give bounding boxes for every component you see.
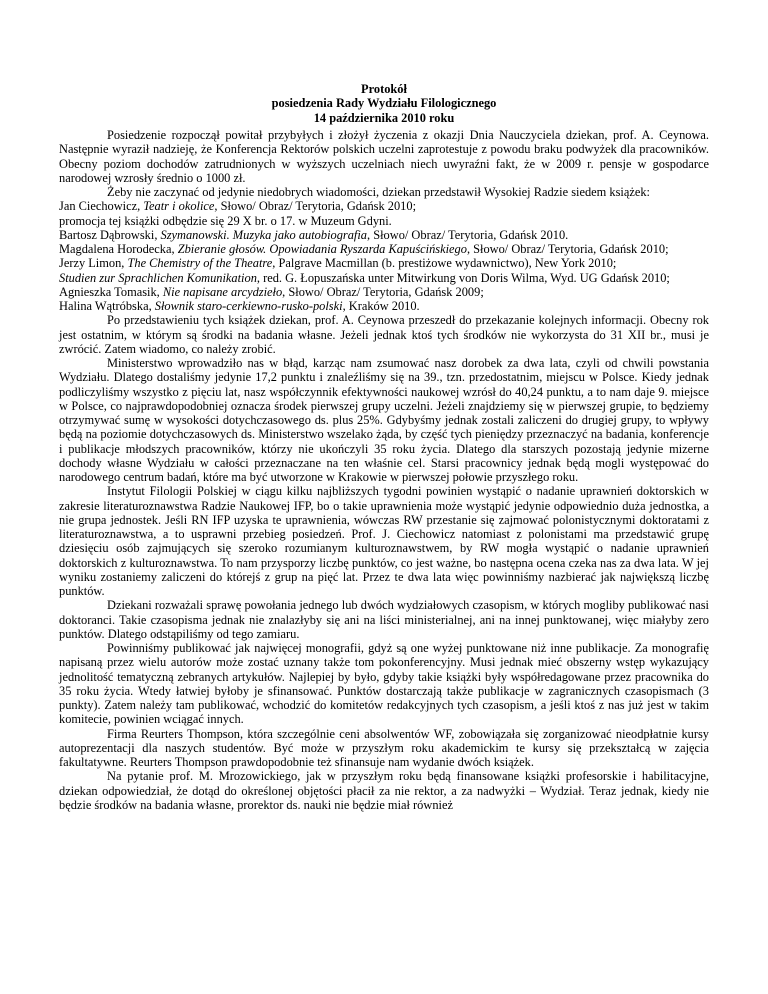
book-entry: Studien zur Sprachlichen Komunikation, red. G. Łopuszańska unter Mitwirkung von Doris Wilma, Wyd. UG Gdańsk 2010;	[59, 270, 670, 285]
book-entry: Agnieszka Tomasik, Nie napisane arcydzieło, Słowo/ Obraz/ Terytoria, Gdańsk 2009;	[59, 284, 484, 299]
book-entry: Magdalena Horodecka, Zbieranie głosów. Opowiadania Ryszarda Kapuścińskiego, Słowo/ Obraz/ Terytoria, Gdańsk 2010;	[59, 242, 669, 256]
book-entry: promocja tej książki odbędzie się 29 X br. o 17. w Muzeum Gdyni.	[59, 213, 392, 228]
paragraph: Powinniśmy publikować jak najwięcej monografii, gdyż są one wyżej punktowane niż inne publikacje. Za monografię napisaną przez wielu autorów może zostać uznany także tom pokonferencyjny. Musi jednak mieć obszerny wstęp wykazujący jednolitość tematyczną zebranych artykułów. Najlepiej by było, gdyby takie książki były współredagowane przez pracownika do 35 roku życia. Wtedy łatwiej byłoby je sfinansować. Punktów dostarczają także publikacje w zagranicznych czasopismach (3 punkty). Zatem należy tam publikować, wchodzić do komitetów redakcyjnych tych czasopism, a jeśli ktoś z nas już jest w takim komitecie, powinien wciągać innych.	[59, 641, 709, 727]
paragraph: Po przedstawieniu tych książek dziekan, prof. A. Ceynowa przeszedł do przekazanie kolejnych informacji. Obecny rok jest ostatnim, w którym są środki na badania własne. Jeżeli jednak ktoś tych środków nie wykorzysta do 31 XII br., musi je zwrócić. Zatem wiadomo, co należy zrobić.	[59, 313, 709, 356]
book-entry: Jan Ciechowicz, Teatr i okolice, Słowo/ Obraz/ Terytoria, Gdańsk 2010;	[59, 199, 417, 214]
document-title: Protokół	[361, 82, 407, 96]
paragraph: Firma Reurters Thompson, która szczególnie ceni absolwentów WF, zobowiązała się zorganizować nieodpłatnie kursy autoprezentacji dla naszych studentów. Być może w przyszłym roku akademickim te kursy się przekształcą w zajęcia fakultatywne. Reurters Thompson prawdopodobnie też sfinansuje nam wydanie dwóch książek.	[59, 726, 709, 769]
paragraph-opening: Posiedzenie rozpoczął powitał przybyłych i złożył życzenia z okazji Dnia Nauczyciela dziekan, prof. A. Ceynowa. Następnie wyraził nadzieję, że Konferencja Rektorów polskich uczelni zaprotestuje z powodu braku podwyżek dla pracowników. Obecny poziom dochodów zatrudnionych w wyższych uczelniach niech uwyraźni fakt, że w 2009 r. pensje w gospodarce narodowej wzrosły średnio o 1000 zł.	[59, 128, 709, 185]
document-date: 14 października 2010 roku	[313, 110, 455, 125]
book-entry: Jerzy Limon, The Chemistry of the Theatre, Palgrave Macmillan (b. prestiżowe wydawnictwo), New York 2010;	[59, 256, 617, 271]
document-subtitle: posiedzenia Rady Wydziału Filologicznego	[271, 96, 497, 111]
paragraph: Na pytanie prof. M. Mrozowickiego, jak w przyszłym roku będą finansowane książki profesorskie i habilitacyjne, dziekan odpowiedział, że dotąd do określonej objętości płacił za nie rektor, a za nadwyżki – Wydział. Teraz jednak, kiedy nie będzie środków na badania własne, prorektor ds. nauki nie będzie miał również	[59, 769, 709, 812]
book-list	[59, 199, 709, 313]
document-body	[59, 128, 709, 812]
paragraph: Ministerstwo wprowadziło nas w błąd, karząc nam zsumować nasz dorobek za dwa lata, czyli od chwili powstania Wydziału. Dlatego dostaliśmy jedynie 17,2 punktu i znaleźliśmy się na 39., tzn. przedostatnim, miejscu w Polsce. Kiedy jednak podliczyliśmy wszystko z pięciu lat, nasz współczynnik efektywności naukowej wzrósł do 40,24 punktu, a to nam daje 9. miejsce w Polsce, co najprawdopodobniej oznacza środek pierwszej grupy uczelni. Jeżeli znajdziemy się w pierwszej grupie, to będziemy otrzymywać sumę w wysokości dotychczasowego ds. plus 25%. Gdybyśmy jednak zostali zaliczeni do drugiej grupy, to wpływy będą na poziomie dotychczasowych ds. Ministerstwo wszelako żąda, by część tych pieniędzy przeznaczyć na badania, konferencje i publikacje młodszych pracowników, którzy nie ukończyli 35 roku życia. Dlatego dla starszych pozostają jedynie mizerne dochody własne Wydziału w całości przeznaczane na ten właśnie cel. Starsi pracownicy jednak będą mogli występować do narodowego centrum badań, które ma być utworzone w Krakowie w pierwszej połowie przyszłego roku.	[59, 356, 709, 484]
paragraph-books-intro: Żeby nie zaczynać od jedynie niedobrych wiadomości, dziekan przedstawił Wysokiej Radzie siedem książek:	[107, 185, 650, 199]
paragraph: Dziekani rozważali sprawę powołania jednego lub dwóch wydziałowych czasopism, w których mogliby publikować nasi doktoranci. Takie czasopisma jednak nie znalazłyby się ani na liści ministerialnej, ani na innej punktowanej, więc miałyby zero punktów. Dlatego odstąpiliśmy od tego zamiaru.	[59, 598, 709, 641]
document-header	[0, 82, 768, 125]
book-entry: Bartosz Dąbrowski, Szymanowski. Muzyka jako autobiografia, Słowo/ Obraz/ Terytoria, Gdańsk 2010.	[59, 227, 569, 242]
paragraph: Instytut Filologii Polskiej w ciągu kilku najbliższych tygodni powinien wystąpić o nadanie uprawnień doktorskich w zakresie literaturoznawstwa Radzie Naukowej IFP, bo o takie uprawnienia może wystąpić jedynie odpowiednio duża jednostka, a nie grupa jednostek. Jeśli RN IFP uzyska te uprawnienia, wówczas RW przestanie się zajmować polonistycznymi doktoratami z literaturoznawstwa, a to usprawni przebieg posiedzeń. Prof. J. Ciechowicz natomiast z polonistami ma przedstawić grupę dziesięciu osób zajmujących się szeroko rozumianym kulturoznawstwem, by RW mogła wystąpić o nadanie uprawnień doktorskich z kulturoznawstwa. To nam przysporzy liczbę punktów, co jest ważne, bo następna ocena czeka nas za dwa lata. W jej wyniku zostaniemy zaliczeni do którejś z grup na pięć lat. Przez te dwa lata więc powinniśmy nazbierać jak największą liczbę punktów.	[59, 484, 709, 598]
book-entry: Halina Wątróbska, Słownik staro-cerkiewno-rusko-polski, Kraków 2010.	[59, 299, 420, 313]
